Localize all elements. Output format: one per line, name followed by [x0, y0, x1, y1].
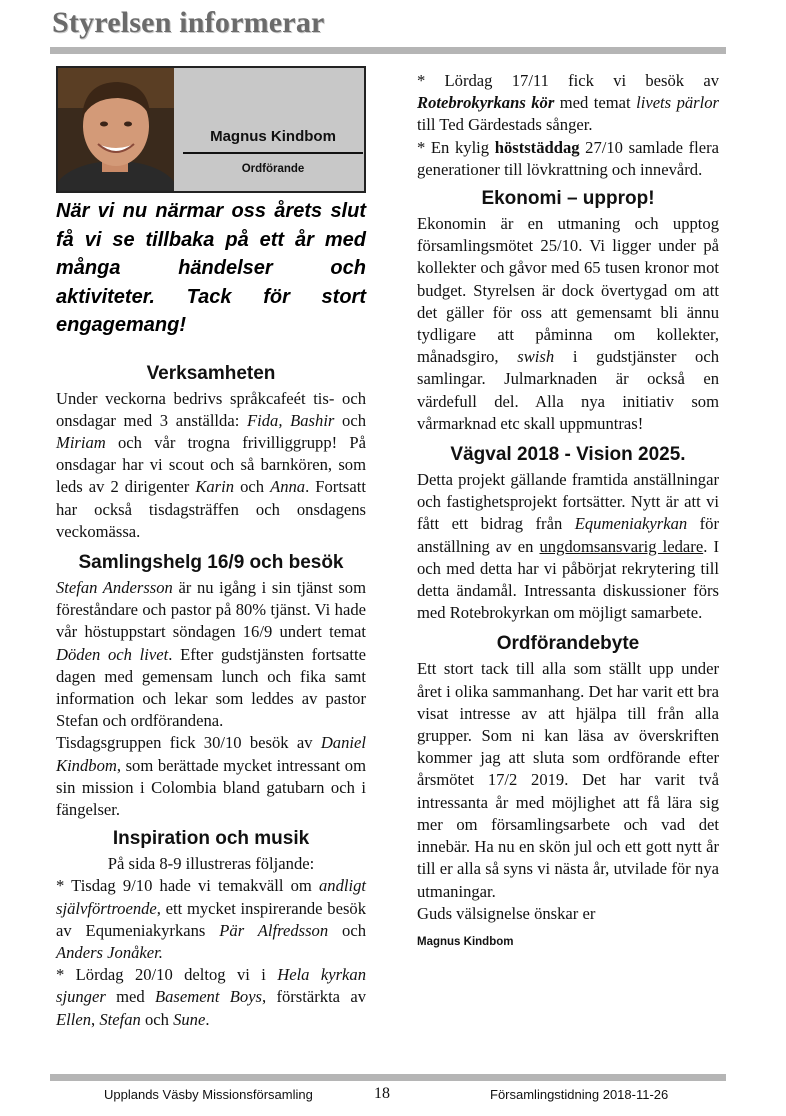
samlingshelg-text: Stefan Andersson är nu igång i sin tjänst som föreståndare och pastor på 80% tjänst. Vi hade vår höstuppstart söndagen 16/9 undert temat Döden och livet. Efter gudstjänsten fortsatte dagen med gemensam lunch och fika samt information och lekar som leddes av pastor Stefan och ordförandena. — [56, 577, 366, 731]
profile-card — [56, 66, 366, 193]
heading-ordforandebyte: Ordförandebyte — [496, 633, 640, 655]
page-number: 18 — [374, 1085, 390, 1102]
right-column — [417, 70, 719, 953]
vagval-text: Detta projekt gällande framtida anställningar och fastighetsprojekt fortsätter. Nytt är att vi fått ett bidrag från Equmeniakyrkan för anställning av en ungdomsansvarig ledare. I och med detta har vi påbörjat rekrytering till detta ändamål. Intressanta diskussioner förs med Rotebrokyrkan om möjligt samarbete. — [417, 470, 720, 623]
ordforandebyte-text: Ett stort tack till alla som ställt upp under året i olika sammanhang. Det har varit ett bra visat intresse av att hjälpa till från alla grupper. Som ni kan läsa av överskriften kommer jag att sluta som ordförande efter årsmötet 17/2 2019. Det har varit två intressanta år med möjlighet att få lära sig mer om församlingsarbete och vad det innebär. Ha nu en skön jul och ett gott nytt år till er alla så syns vi nästa år, utvilade för nya utmaningar. — [417, 659, 719, 901]
footer-organization: Upplands Väsby Missionsförsamling — [104, 1087, 313, 1102]
tisdagsgruppen-text: Tisdagsgruppen fick 30/10 besök av Daniel Kindbom, som berättade mycket intressant om sin mission i Colombia bland gatubarn och i fängelser. — [56, 733, 366, 819]
inspiration-item-4: * En kylig höststäddag 27/10 samlade flera generationer till lövkrattning och innevård. — [417, 137, 719, 179]
left-column — [56, 66, 366, 1031]
ungdomsansvarig-link[interactable]: ungdomsansvarig ledare — [539, 536, 704, 556]
ekonomi-text: Ekonomin är en utmaning och upptog församlingsmötet 25/10. Vi ligger under på kollekter och gåvor med 65 tusen kronor mot budget. Styrelsen är dock övertygad om att det gäller för oss att gemensamt bli ännu tydligare att påminna om kollekter, månadsgiro, swish i gudstjänster och samlingar. Julmarknaden är också en värdefull del. Alla nya initiativ som vårmarknad etc skall uppmuntras! — [417, 214, 719, 433]
signature: Magnus Kindbom — [417, 935, 514, 948]
inspiration-item-1: * Tisdag 9/10 hade vi temakväll om andligt självförtroende, ett mycket inspirerande besök av Equmeniakyrkans Pär Alfredsson och Anders Jonåker. — [56, 876, 366, 962]
page-title: Styrelsen informerar — [52, 6, 325, 39]
heading-verksamheten: Verksamheten — [146, 362, 276, 384]
heading-vagval: Vägval 2018 - Vision 2025. — [450, 444, 686, 466]
heading-inspiration: Inspiration och musik — [112, 828, 310, 850]
intro-text: När vi nu närmar oss årets slut få vi se tillbaka på ett år med många händelser och aktiviteter. Tack för stort engagemang! — [56, 200, 366, 336]
verksamheten-text: Under veckorna bedrivs språkcafeét tis- och onsdagar med 3 anställda: Fida, Bashir och Miriam och vår trogna frivilliggrupp! På onsdagar har vi scout och så barnkören, som leds av 2 dirigenter Karin och Anna. Fortsatt har också tisdagsträffen och onsdagens veckomässa. — [56, 388, 367, 541]
bottom-divider — [50, 1074, 726, 1081]
portrait-photo — [58, 68, 174, 191]
profile-divider — [183, 152, 363, 154]
footer-publication-date: Församlingstidning 2018-11-26 — [490, 1087, 669, 1102]
closing-text: Guds välsignelse önskar er — [417, 903, 596, 923]
inspiration-lead: På sida 8-9 illustreras följande: — [107, 854, 315, 874]
inspiration-item-2: * Lördag 20/10 deltog vi i Hela kyrkan sjunger med Basement Boys, förstärkta av Ellen, Stefan och Sune. — [56, 965, 366, 1029]
profile-role: Ordförande — [241, 163, 305, 175]
top-divider — [50, 47, 726, 54]
profile-name: Magnus Kindbom — [210, 128, 336, 145]
inspiration-item-3: * Lördag 17/11 fick vi besök av Rotebrokyrkans kör med temat livets pärlor till Ted Gärdestads sånger. — [417, 71, 719, 135]
heading-samlingshelg: Samlingshelg 16/9 och besök — [78, 551, 344, 573]
heading-ekonomi: Ekonomi – upprop! — [481, 188, 655, 210]
